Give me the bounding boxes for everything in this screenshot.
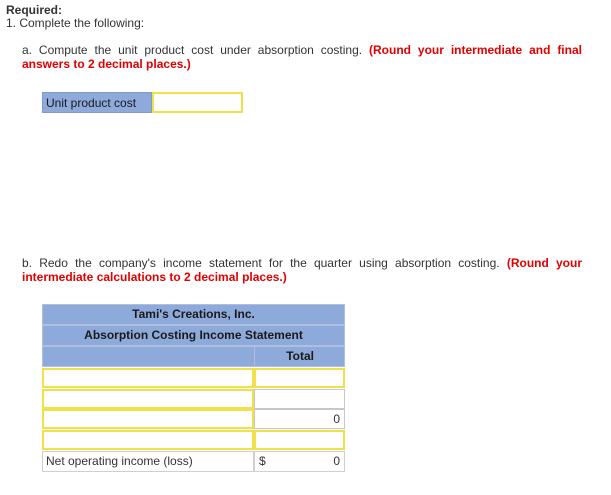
- statement-row-2-value[interactable]: [254, 389, 345, 409]
- currency-symbol: $: [259, 454, 266, 468]
- statement-row-3-label[interactable]: [42, 409, 254, 429]
- statement-title: Absorption Costing Income Statement: [42, 325, 345, 346]
- statement-row-1-label[interactable]: [42, 368, 254, 388]
- statement-row-2-label[interactable]: [42, 389, 254, 409]
- company-name: Tami's Creations, Inc.: [42, 304, 345, 325]
- net-operating-income-label: Net operating income (loss): [42, 451, 254, 472]
- label-column-header: [42, 346, 254, 367]
- question-b-round-note: (Round your intermediate calculations to 2 decimal places.): [22, 256, 583, 284]
- question-a-round-note: (Round your intermediate and final answers to 2 decimal places.): [22, 43, 582, 71]
- statement-row-4-value[interactable]: [254, 430, 345, 450]
- question-a: [22, 43, 582, 71]
- question-b-text: b. Redo the company's income statement for the quarter using absorption costing.: [22, 256, 500, 270]
- question-a-text: a. Compute the unit product cost under absorption costing.: [22, 43, 363, 57]
- unit-product-cost-label: Unit product cost: [42, 92, 152, 113]
- statement-row-3-value[interactable]: [254, 409, 345, 429]
- statement-row-1-value[interactable]: [254, 368, 345, 388]
- question-b: [22, 256, 582, 284]
- required-heading: Required:: [6, 3, 63, 17]
- net-operating-income-value: 0: [333, 454, 340, 468]
- total-column-header: Total: [254, 346, 345, 367]
- required-subtitle: 1. Complete the following:: [6, 16, 145, 30]
- unit-product-cost-input[interactable]: [152, 92, 243, 113]
- net-operating-income-cell: [254, 451, 345, 472]
- statement-row-4-label[interactable]: [42, 430, 254, 450]
